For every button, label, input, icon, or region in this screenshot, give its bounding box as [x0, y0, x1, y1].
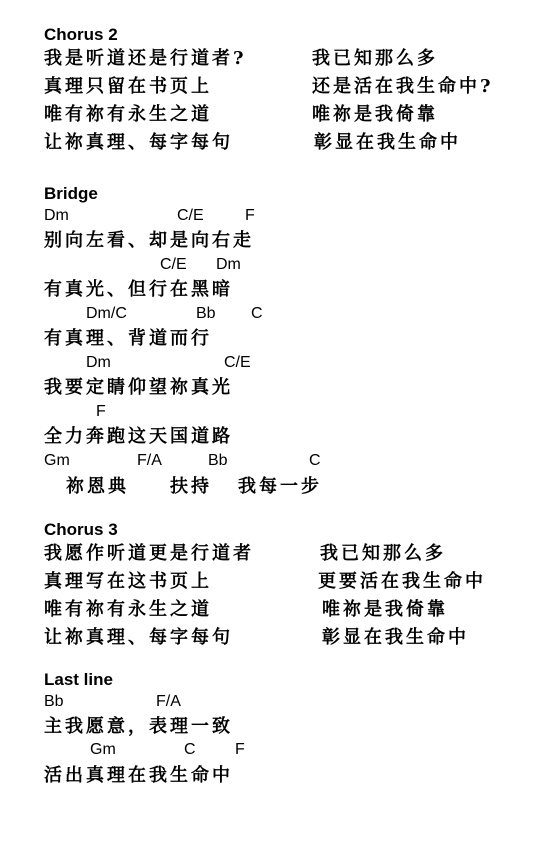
chord: C/E — [224, 354, 251, 371]
chord: C — [251, 305, 263, 322]
chorus-3-heading: Chorus 3 — [44, 520, 118, 539]
chord: Dm — [86, 354, 111, 371]
chord: Dm/C — [86, 305, 127, 322]
chorus-3-line-3-right: 唯祢是我倚靠 — [322, 599, 448, 620]
bridge-lyric-6-part-2: 扶持 — [170, 476, 212, 497]
bridge-lyric-6-part-3: 我每一步 — [238, 476, 322, 497]
chorus-2-line-3-left: 唯有祢有永生之道 — [44, 104, 212, 125]
chord: C — [184, 741, 196, 758]
chord: F — [245, 207, 255, 224]
last-line-heading: Last line — [44, 670, 113, 689]
last-line-lyric-1: 主我愿意，表理一致 — [44, 716, 233, 737]
chord: C — [309, 452, 321, 469]
chorus-3-line-1-right: 我已知那么多 — [320, 543, 446, 564]
bridge-lyric-2: 有真光、但行在黑暗 — [44, 279, 233, 300]
chord: Dm — [44, 207, 69, 224]
chord: Bb — [196, 305, 216, 322]
chorus-3-line-2-left: 真理写在这书页上 — [44, 571, 212, 592]
chorus-3-line-4-right: 彰显在我生命中 — [322, 627, 469, 648]
bridge-heading: Bridge — [44, 184, 98, 203]
chorus-2-line-4-right: 彰显在我生命中 — [314, 132, 461, 153]
chorus-3-line-4-left: 让祢真理、每字每句 — [44, 627, 233, 648]
chorus-2-line-3-right: 唯祢是我倚靠 — [312, 104, 438, 125]
chord: C/E — [160, 256, 187, 273]
chord: Gm — [44, 452, 70, 469]
chorus-2-heading: Chorus 2 — [44, 25, 118, 44]
chorus-2-line-1-left: 我是听道还是行道者? — [44, 48, 247, 69]
last-line-lyric-2: 活出真理在我生命中 — [44, 765, 233, 786]
chorus-2-line-1-right: 我已知那么多 — [312, 48, 438, 69]
bridge-lyric-3: 有真理、背道而行 — [44, 328, 212, 349]
chorus-2-line-2-left: 真理只留在书页上 — [44, 76, 212, 97]
bridge-lyric-6-part-1: 祢恩典 — [66, 476, 129, 497]
chord: Bb — [44, 693, 64, 710]
chorus-3-line-1-left: 我愿作听道更是行道者 — [44, 543, 254, 564]
chorus-2-line-2-right: 还是活在我生命中? — [312, 76, 494, 97]
bridge-lyric-1: 别向左看、却是向右走 — [44, 230, 254, 251]
bridge-lyric-5: 全力奔跑这天国道路 — [44, 426, 233, 447]
chorus-3-line-2-right: 更要活在我生命中 — [318, 571, 486, 592]
chord: Bb — [208, 452, 228, 469]
chord: Dm — [216, 256, 241, 273]
chorus-3-line-3-left: 唯有祢有永生之道 — [44, 599, 212, 620]
chord: F/A — [137, 452, 162, 469]
chord: F/A — [156, 693, 181, 710]
chord: Gm — [90, 741, 116, 758]
chord: C/E — [177, 207, 204, 224]
chord: F — [96, 403, 106, 420]
chord: F — [235, 741, 245, 758]
bridge-lyric-4: 我要定睛仰望祢真光 — [44, 377, 233, 398]
chorus-2-line-4-left: 让祢真理、每字每句 — [44, 132, 233, 153]
